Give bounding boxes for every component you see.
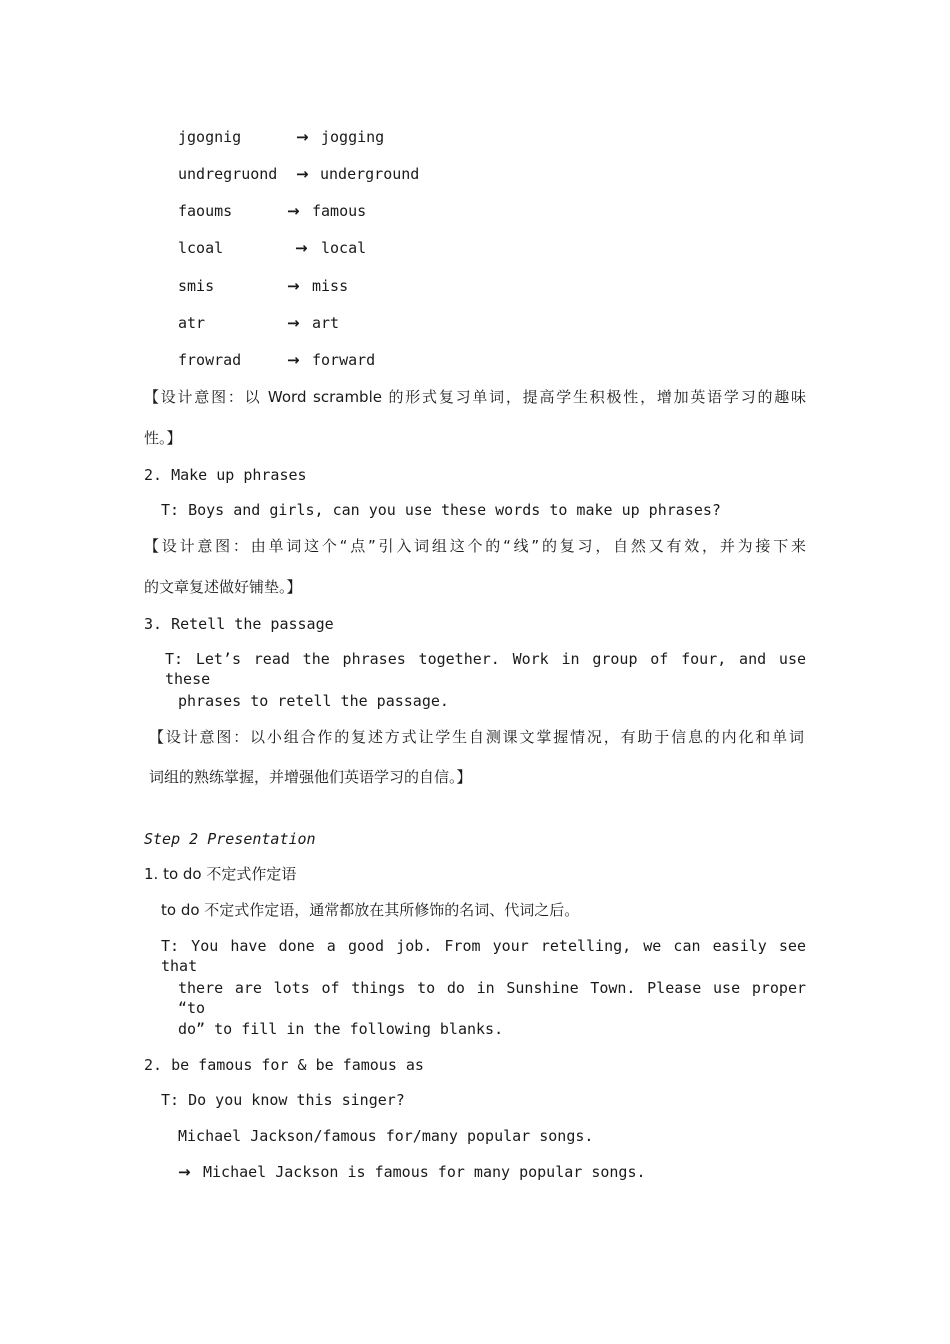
design-intent-1-line1: 【设计意图：以 Word scramble 的形式复习单词，提高学生积极性，增加英语学习的趣味 xyxy=(144,388,806,406)
arrow-icon: → xyxy=(287,314,300,332)
teacher-line: T: You have done a good job. From your retelling, we can easily see that xyxy=(161,937,806,975)
scramble-word: smis xyxy=(178,277,215,295)
teacher-line: there are lots of things to do in Sunshine Town. Please use proper “to xyxy=(178,979,806,1017)
scramble-word: atr xyxy=(178,314,206,332)
scramble-word: faoums xyxy=(178,202,233,220)
famous-heading: 2. be famous for & be famous as xyxy=(144,1056,424,1074)
scramble-answer: underground xyxy=(320,165,420,183)
scramble-word: lcoal xyxy=(178,239,224,257)
arrow-icon: → xyxy=(295,239,308,257)
arrow-icon: → xyxy=(287,351,300,369)
arrow-icon: → xyxy=(296,128,309,146)
grammar-rule: to do 不定式作定语，通常都放在其所修饰的名词、代词之后。 xyxy=(161,901,580,919)
arrow-icon: → xyxy=(287,202,300,220)
step-2-title: Step 2 Presentation xyxy=(144,830,316,848)
scramble-answer: local xyxy=(321,239,367,257)
scramble-answer: art xyxy=(312,314,340,332)
design-intent-3-line1: 【设计意图：以小组合作的复述方式让学生自测课文掌握情况，有助于信息的内化和单词 xyxy=(149,728,804,746)
teacher-line: T: Boys and girls, can you use these words to make up phrases? xyxy=(161,501,721,519)
arrow-icon: → xyxy=(178,1163,191,1181)
retell-heading: 3. Retell the passage xyxy=(144,615,334,633)
design-intent-3-line2: 词组的熟练掌握，并增强他们英语学习的自信。】 xyxy=(149,768,472,786)
teacher-line: T: Let’s read the phrases together. Work in group of four, and use these xyxy=(165,650,806,688)
scramble-word: undregruond xyxy=(178,165,278,183)
to-do-heading: 1. to do 不定式作定语 xyxy=(144,865,297,883)
scramble-answer: famous xyxy=(312,202,367,220)
scramble-answer: forward xyxy=(312,351,376,369)
sentence-prompt: Michael Jackson/famous for/many popular songs. xyxy=(178,1127,594,1145)
arrow-icon: → xyxy=(287,277,300,295)
scramble-word: frowrad xyxy=(178,351,242,369)
scramble-word: jgognig xyxy=(178,128,242,146)
design-intent-2-line2: 的文章复述做好铺垫。】 xyxy=(144,578,302,596)
teacher-line: T: Do you know this singer? xyxy=(161,1091,405,1109)
teacher-line: do” to fill in the following blanks. xyxy=(178,1020,504,1038)
scramble-answer: miss xyxy=(312,277,349,295)
scramble-answer: jogging xyxy=(321,128,385,146)
design-intent-1-line2: 性。】 xyxy=(144,429,182,447)
design-intent-2-line1: 【设计意图：由单词这个“点”引入词组这个的“线”的复习，自然又有效，并为接下来 xyxy=(144,537,806,555)
teacher-line: phrases to retell the passage. xyxy=(178,692,449,710)
arrow-icon: → xyxy=(296,165,309,183)
make-up-phrases-heading: 2. Make up phrases xyxy=(144,466,307,484)
sentence-answer: Michael Jackson is famous for many popular songs. xyxy=(203,1163,646,1181)
